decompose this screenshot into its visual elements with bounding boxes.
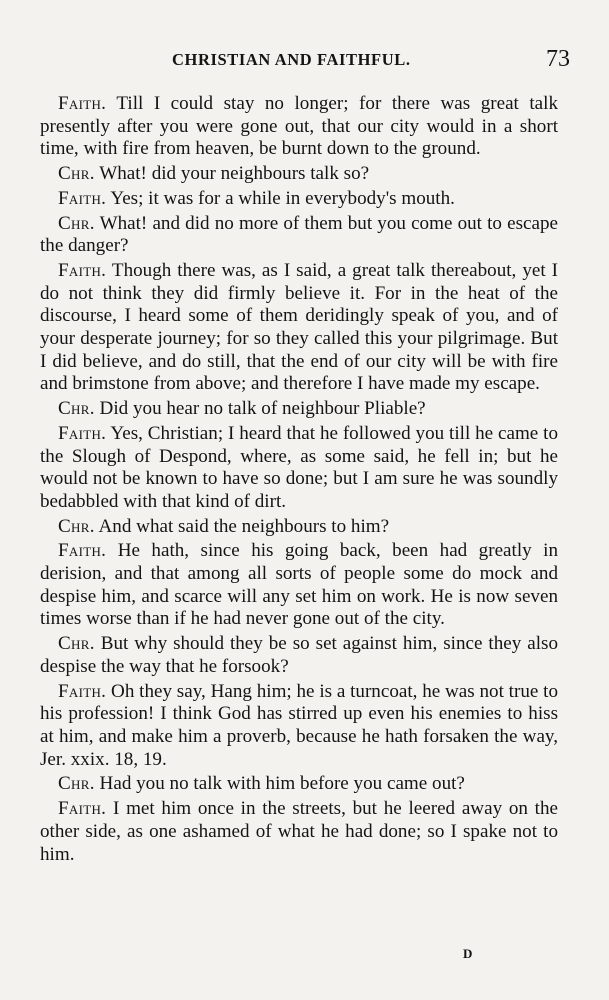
speaker-label: Faith. [58,540,107,562]
running-title: CHRISTIAN AND FAITHFUL. [172,50,411,69]
speaker-label: Faith. [58,422,107,444]
speaker-label: Chr. [58,633,95,655]
paragraph [40,681,558,772]
paragraph-text: Till I could stay no longer; for there was great talk presently after you were gone out, that our city would in a short time, with fire from heaven, be burnt down to the ground. [40,93,558,160]
paragraph-text: Did you hear no talk of neighbour Pliable? [94,398,426,420]
paragraph [40,260,558,396]
paragraph-text: What! and did no more of them but you come out to escape the danger? [40,212,558,257]
paragraph [40,398,558,421]
page-number: 73 [546,46,570,72]
signature-mark: D [463,946,473,961]
paragraph [40,516,558,539]
paragraph [40,633,558,678]
speaker-label: Chr. [58,212,95,234]
paragraph [40,163,558,186]
paragraph [40,423,558,514]
paragraph [40,188,558,211]
speaker-label: Chr. [58,163,95,185]
speaker-label: Chr. [58,773,95,795]
paragraph-text: But why should they be so set against him, since they also despise the way that he forsook? [40,633,558,677]
paragraph [40,798,558,866]
paragraph-text: He hath, since his going back, been had greatly in derision, and that among all sorts of people some do mock and despise him, and scarce will any set him on work. He is now seven times worse than if he had never gone out of the city. [40,540,558,630]
paragraph-text: Yes, Christian; I heard that he followed you till he came to the Slough of Despond, where, as some said, he fell in; but he would not be known to have so done; but I am sure he was soundly bedabbled with that kind of dirt. [40,422,558,512]
speaker-label: Faith. [58,680,107,702]
paragraph-text: Had you no talk with him before you came out? [94,773,465,795]
dialogue-text [40,93,558,868]
paragraph-text: Oh they say, Hang him; he is a turncoat, he was not true to his profession! I think God has stirred up even his enemies to hiss at him, and make him a proverb, because he hath forsaken the way, Jer. xxix. 18, 19. [40,680,558,770]
paragraph [40,540,558,631]
speaker-label: Faith. [58,259,107,281]
speaker-label: Faith. [58,798,107,820]
speaker-label: Faith. [58,93,107,114]
paragraph [40,213,558,258]
paragraph-text: I met him once in the streets, but he leered away on the other side, as one ashamed of what he had done; so I spake not to him. [40,798,558,865]
paragraph [40,93,558,161]
paragraph-text: Yes; it was for a while in everybody's mouth. [106,187,455,209]
paragraph-text: Though there was, as I said, a great talk thereabout, yet I do not think they did firmly believe it. For in the heat of the discourse, I heard some of them deridingly speak of you, and of your desperate journey; for so they called this your pilgrimage. But I did believe, and do still, that the end of our city will be with fire and brimstone from above; and therefore I have made my escape. [40,259,558,395]
paragraph-text: And what said the neighbours to him? [94,515,390,537]
paragraph-text: What! did your neighbours talk so? [94,163,370,185]
running-head [40,46,570,74]
speaker-label: Chr. [58,398,95,420]
paragraph [40,773,558,796]
speaker-label: Chr. [58,515,95,537]
speaker-label: Faith. [58,187,107,209]
